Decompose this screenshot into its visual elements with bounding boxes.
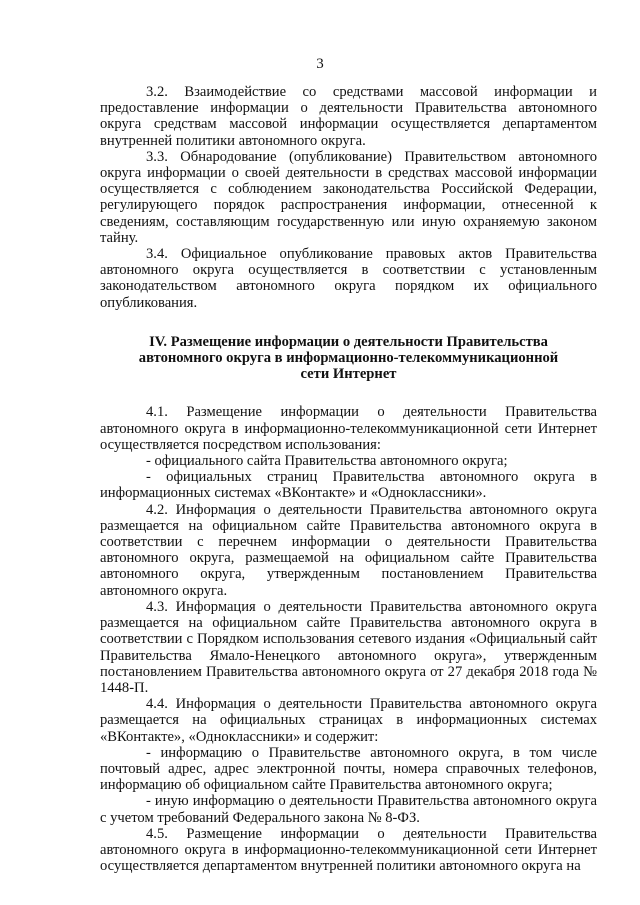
section-heading <box>100 334 597 383</box>
paragraph-3-4: 3.4. Официальное опубликование правовых актов Правительства автономного округа осуществляется в соответствии с установленным законодательством автономного округа порядком их официального опубликования. <box>100 246 597 311</box>
paragraph-4-1: 4.1. Размещение информации о деятельности Правительства автономного округа в информационно-телекоммуникационной сети Интернет осуществляется посредством использования: <box>100 404 597 453</box>
paragraph-3-3: 3.3. Обнародование (опубликование) Правительством автономного округа информации о своей деятельности в средствах массовой информации осуществляется с соблюдением законодательства Российской Федерации, регулирующего порядок распространения информации, отнесенной к сведениям, составляющим государственную или иную охраняемую законом тайну. <box>100 148 597 246</box>
paragraph-4-2: 4.2. Информация о деятельности Правительства автономного округа размещается на официальном сайте Правительства автономного округа в соответствии с перечнем информации о деятельности Правительства автономного округа, размещаемой на официальном сайте Правительства автономного округа, утвержденным постановлением Правительства автономного округа. <box>100 501 597 599</box>
section-heading-line: IV. Размещение информации о деятельности Правительства <box>149 333 548 350</box>
list-item-social-pages: - официальных страниц Правительства автономного округа в информационных системах «ВКонтакте» и «Одноклассники». <box>100 469 597 502</box>
paragraph-4-4: 4.4. Информация о деятельности Правительства автономного округа размещается на официальных страницах в информационных системах «ВКонтакте», «Одноклассники» и содержит: <box>100 696 597 745</box>
paragraph-4-5: 4.5. Размещение информации о деятельности Правительства автономного округа в информационно-телекоммуникационной сети Интернет осуществляется департаментом внутренней политики автономного округа на <box>100 825 597 875</box>
list-item-website: - официального сайта Правительства автономного округа; <box>146 453 508 470</box>
paragraph-4-3: 4.3. Информация о деятельности Правительства автономного округа размещается на официальном сайте Правительства автономного округа в соответствии с Порядком использования сетевого издания «Официальный сайт Правительства Ямало-Ненецкого автономного округа», утвержденным постановлением Правительства автономного округа от 27 декабря 2018 года № 1448-П. <box>100 598 597 696</box>
page-number: 3 <box>316 56 324 72</box>
list-item-government-info: - информацию о Правительстве автономного округа, в том числе почтовый адрес, адрес электронной почты, номера справочных телефонов, информацию об официальном сайте Правительства автономного округа; <box>100 744 597 794</box>
section-heading-line: автономного округа в информационно-телекоммуникационной <box>138 350 559 367</box>
section-heading-line: сети Интернет <box>300 366 397 383</box>
document-body <box>100 84 597 874</box>
list-item-other-info: - иную информацию о деятельности Правительства автономного округа с учетом требований Федерального закона № 8-ФЗ. <box>100 793 597 826</box>
paragraph-3-2: 3.2. Взаимодействие со средствами массовой информации и предоставление информации о деятельности Правительства автономного округа средствам массовой информации осуществляется департаментом внутренней политики автономного округа. <box>100 84 597 149</box>
